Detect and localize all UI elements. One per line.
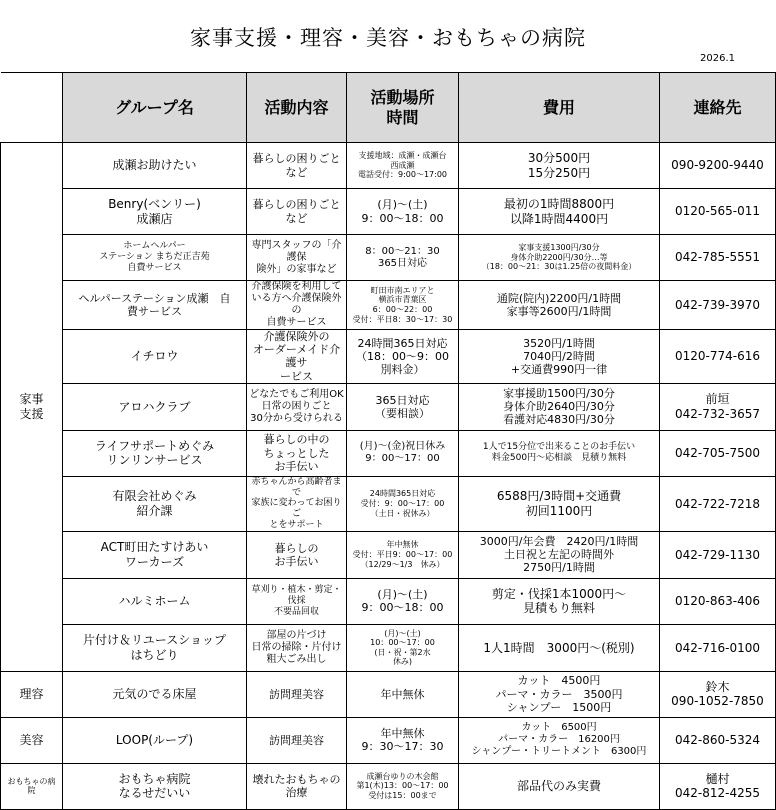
table-row [1, 717, 776, 763]
cost-cell: 1人1時間 3000円～(税別) [459, 624, 660, 671]
contact-cell: 090-9200-9440 [660, 143, 776, 189]
contact-cell: 042-739-3970 [660, 281, 776, 330]
contact-cell: 042-729-1130 [660, 531, 776, 578]
header-row [1, 73, 776, 143]
cost-cell: 通院(院内)2200円/1時間 家事等2600円/1時間 [459, 281, 660, 330]
cost-cell: 30分500円 15分250円 [459, 143, 660, 189]
header-contact: 連絡先 [660, 73, 776, 143]
place-time-cell: 24時間365日対応 （18：00～9：00 別料金） [347, 330, 459, 384]
issue-date: 2026.1 [700, 53, 735, 64]
place-time-cell: (月)～(土) 9：00～18：00 [347, 189, 459, 235]
cost-cell: 家事援助1500円/30分 身体介助2640円/30分 看護対応4830円/30分 [459, 383, 660, 430]
contact-cell: 前垣 042-732-3657 [660, 383, 776, 430]
place-time-cell: (月)～(土) 9：00～18：00 [347, 578, 459, 624]
place-time-cell: 成瀬台ゆりの木会館 第1(木)13：00～17：00 受付は15：00まで [347, 763, 459, 809]
activity-cell: 壊れたおもちゃの 治療 [247, 763, 347, 809]
table-row [1, 189, 776, 235]
contact-cell: 0120-565-011 [660, 189, 776, 235]
activity-cell: 暮らしの お手伝い [247, 531, 347, 578]
category-housework: 家事 支援 [1, 143, 63, 672]
category-toy: おもちゃの病 院 [1, 763, 63, 809]
cost-cell: 3520円/1時間 7040円/2時間 +交通費990円一律 [459, 330, 660, 384]
group-name: 片付け＆リユースショップ はちどり [63, 624, 247, 671]
activity-cell: 訪問理美容 [247, 717, 347, 763]
activity-cell: 暮らしの困りごと など [247, 189, 347, 235]
group-name: ホームヘルパー ステーション まちだ正吉苑 自費サービス [63, 235, 247, 281]
table-row [1, 624, 776, 671]
table-row [1, 330, 776, 384]
group-name: 元気のでる床屋 [63, 671, 247, 717]
group-name: Benry(ベンリー) 成瀬店 [63, 189, 247, 235]
activity-cell: 介護保険を利用して いる方へ介護保険外の 自費サービス [247, 281, 347, 330]
activity-cell: 部屋の片づけ 日常の掃除・片付け 粗大ごみ出し [247, 624, 347, 671]
place-time-cell: 町田市南エリアと 横浜市青葉区 6：00～22：00 受付：平日8：30～17：30 [347, 281, 459, 330]
activity-cell: 草刈り・植木・剪定・伐採 不要品回収 [247, 578, 347, 624]
group-name: ハルミホーム [63, 578, 247, 624]
group-name: 有限会社めぐみ 紹介課 [63, 476, 247, 531]
place-time-cell: 8：00～21：30 365日対応 [347, 235, 459, 281]
table-row [1, 383, 776, 430]
group-name: アロハクラブ [63, 383, 247, 430]
group-name: おもちゃ病院 なるせだいい [63, 763, 247, 809]
group-name: ライフサポートめぐみ リンリンサービス [63, 430, 247, 476]
contact-cell: 樋村 042-812-4255 [660, 763, 776, 809]
category-beauty: 美容 [1, 717, 63, 763]
cost-cell: 剪定・伐採1本1000円～ 見積もり無料 [459, 578, 660, 624]
table-row [1, 671, 776, 717]
group-name: 成瀬お助けたい [63, 143, 247, 189]
contact-cell: 0120-774-616 [660, 330, 776, 384]
cost-cell: カット 6500円 パーマ・カラー 16200円 シャンプー・トリートメント 6300円 [459, 717, 660, 763]
page-title: 家事支援・理容・美容・おもちゃの病院 [190, 26, 586, 50]
activity-cell: 赤ちゃんから高齢者まで 家族に変わってお困りご とをサポート [247, 476, 347, 531]
group-name: ACT町田たすけあい ワーカーズ [63, 531, 247, 578]
activity-cell: 介護保険外の オーダーメイド介護サ ービス [247, 330, 347, 384]
table-row [1, 763, 776, 809]
table-row [1, 235, 776, 281]
header-blank [1, 73, 63, 143]
cost-cell: 3000円/年会費 2420円/1時間 土日祝と左記の時間外 2750円/1時間 [459, 531, 660, 578]
cost-cell: 家事支援1300円/30分 身体介助2200円/30分…等 （18：00～21：30は1.25倍の夜間料金） [459, 235, 660, 281]
place-time-cell: 24時間365日対応 受付：9：00～17：00 （土日・祝休み） [347, 476, 459, 531]
table-row [1, 578, 776, 624]
group-name: ヘルパーステーション成瀬 自 費サービス [63, 281, 247, 330]
contact-cell: 042-785-5551 [660, 235, 776, 281]
contact-cell: 042-860-5324 [660, 717, 776, 763]
table-row [1, 476, 776, 531]
cost-cell: 部品代のみ実費 [459, 763, 660, 809]
activity-cell: 訪問理美容 [247, 671, 347, 717]
place-time-cell: (月)～(金)祝日休み 9：00～17：00 [347, 430, 459, 476]
activity-cell: 専門スタッフの「介護保 険外」の家事など [247, 235, 347, 281]
place-time-cell: (月)～(土) 10：00～17：00 (日・祝・第2水 休み) [347, 624, 459, 671]
service-table [0, 72, 776, 810]
place-time-cell: 支援地域：成瀬・成瀬台 西成瀬 電話受付：9:00～17:00 [347, 143, 459, 189]
place-time-cell: 年中無休 9：30～17：30 [347, 717, 459, 763]
header-group-name: グループ名 [63, 73, 247, 143]
activity-cell: どなたでもご利用OK 日常の困りごと 30分から受けられる [247, 383, 347, 430]
contact-cell: 042-722-7218 [660, 476, 776, 531]
cost-cell: 1人で15分位で出来ることのお手伝い 料金500円～応相談 見積り無料 [459, 430, 660, 476]
activity-cell: 暮らしの中の ちょっとした お手伝い [247, 430, 347, 476]
header-activity: 活動内容 [247, 73, 347, 143]
header-place-time: 活動場所 時間 [347, 73, 459, 143]
place-time-cell: 365日対応 （要相談） [347, 383, 459, 430]
activity-cell: 暮らしの困りごと など [247, 143, 347, 189]
table-row [1, 531, 776, 578]
contact-cell: 042-716-0100 [660, 624, 776, 671]
contact-cell: 鈴木 090-1052-7850 [660, 671, 776, 717]
header-cost: 費用 [459, 73, 660, 143]
contact-cell: 0120-863-406 [660, 578, 776, 624]
table-row [1, 281, 776, 330]
table-row [1, 143, 776, 189]
cost-cell: カット 4500円 パーマ・カラー 3500円 シャンプー 1500円 [459, 671, 660, 717]
contact-cell: 042-705-7500 [660, 430, 776, 476]
table-row [1, 430, 776, 476]
cost-cell: 6588円/3時間+交通費 初回1100円 [459, 476, 660, 531]
group-name: LOOP(ループ) [63, 717, 247, 763]
category-barber: 理容 [1, 671, 63, 717]
place-time-cell: 年中無休 受付：平日9：00～17：00 （12/29～1/3 休み） [347, 531, 459, 578]
group-name: イチロウ [63, 330, 247, 384]
cost-cell: 最初の1時間8800円 以降1時間4400円 [459, 189, 660, 235]
place-time-cell: 年中無休 [347, 671, 459, 717]
